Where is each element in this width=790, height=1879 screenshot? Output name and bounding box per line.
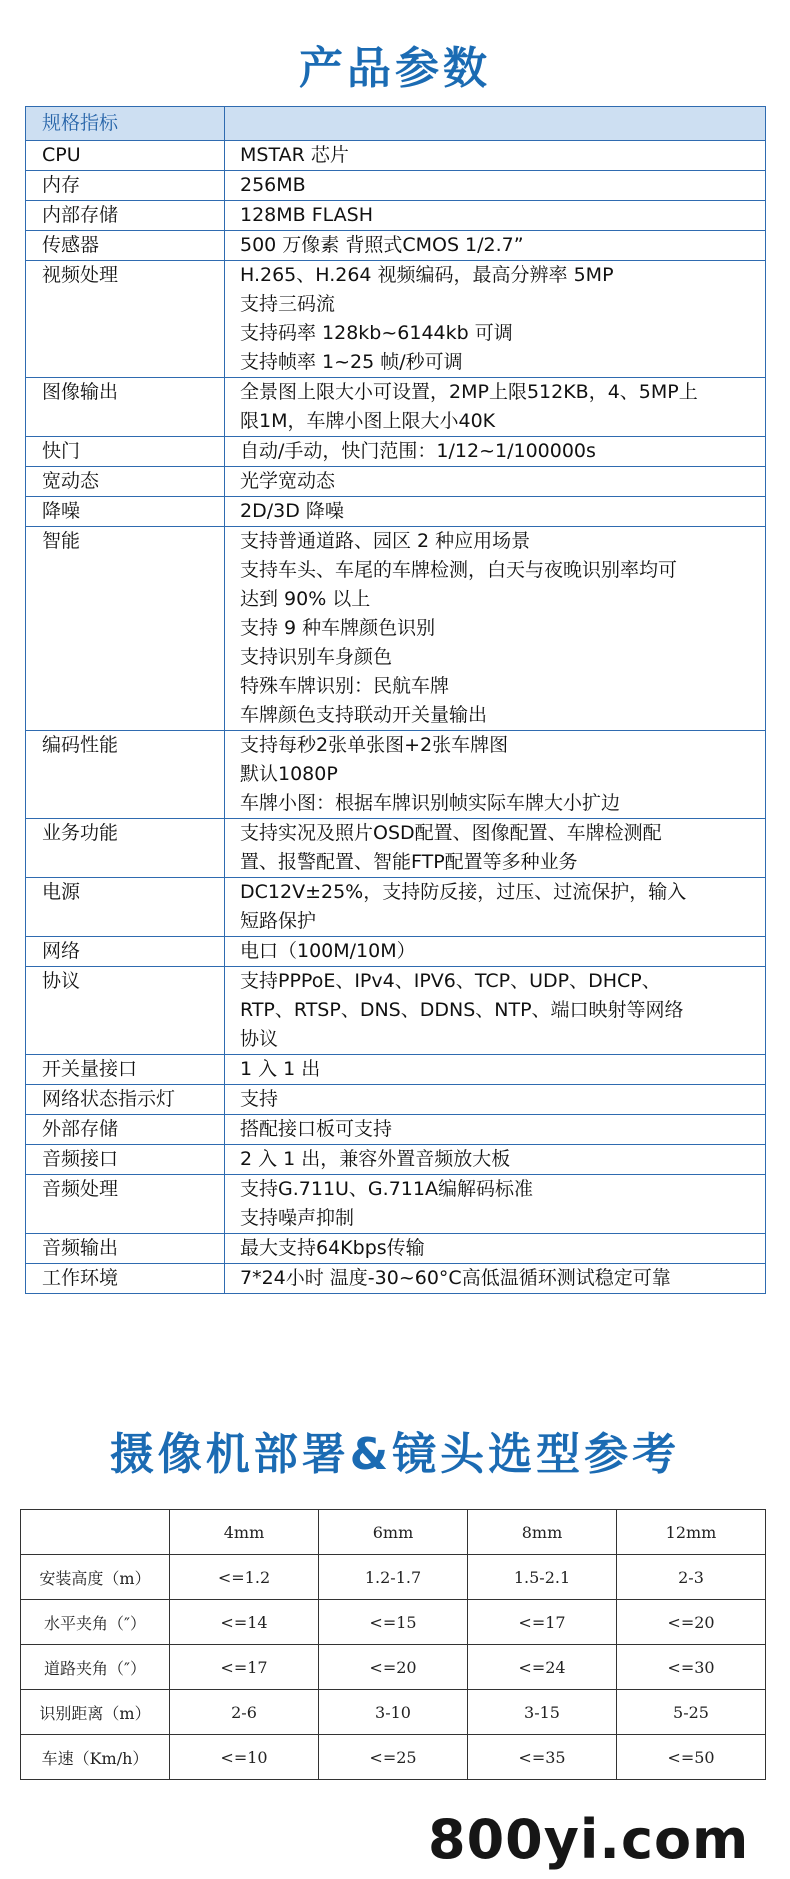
spec-value (225, 527, 766, 731)
spec-value-line: 支持PPPoE、IPv4、IPV6、TCP、UDP、DHCP、 (240, 970, 661, 992)
spec-row (26, 1055, 766, 1085)
spec-value-line: 支持每秒2张单张图+2张车牌图 (240, 734, 509, 756)
page-title: 产品参数 (299, 43, 491, 94)
lens-row-label: 识别距离（m） (21, 1690, 170, 1735)
spec-value-line: 最大支持64Kbps传输 (240, 1237, 425, 1259)
spec-value-line: 500 万像素 背照式CMOS 1/2.7” (240, 234, 524, 256)
spec-value (225, 819, 766, 878)
spec-row (26, 819, 766, 878)
spec-value-line: 256MB (240, 174, 306, 196)
spec-row (26, 878, 766, 937)
spec-value-line: 支持识别车身颜色 (240, 646, 393, 668)
spec-row (26, 171, 766, 201)
spec-value-line: 支持码率 128kb~6144kb 可调 (240, 322, 513, 344)
lens-cell: <=35 (468, 1735, 617, 1780)
lens-cell: <=50 (617, 1735, 766, 1780)
spec-value-line: 特殊车牌识别：民航车牌 (240, 675, 450, 697)
spec-row (26, 1234, 766, 1264)
spec-row (26, 1264, 766, 1294)
lens-row-label: 车速（Km/h） (21, 1735, 170, 1780)
spec-row (26, 1175, 766, 1234)
lens-row (21, 1555, 766, 1600)
spec-row (26, 141, 766, 171)
lens-cell: 3-15 (468, 1690, 617, 1735)
spec-label: 内部存储 (26, 201, 225, 231)
spec-label: 网络状态指示灯 (26, 1085, 225, 1115)
lens-cell: <=17 (468, 1600, 617, 1645)
lens-cell: <=30 (617, 1645, 766, 1690)
spec-label: 内存 (26, 171, 225, 201)
lens-cell: <=14 (170, 1600, 319, 1645)
spec-value-line: 支持帧率 1~25 帧/秒可调 (240, 351, 463, 373)
spec-value-line: 限1M，车牌小图上限大小40K (240, 410, 496, 432)
lens-cell: 2-6 (170, 1690, 319, 1735)
spec-row (26, 967, 766, 1055)
lens-cell: 3-10 (319, 1690, 468, 1735)
spec-value-line: 车牌颜色支持联动开关量输出 (240, 704, 488, 726)
spec-value (225, 467, 766, 497)
spec-row (26, 261, 766, 378)
spec-row (26, 201, 766, 231)
lens-cell: 1.2-1.7 (319, 1555, 468, 1600)
spec-row (26, 937, 766, 967)
spec-label: 音频输出 (26, 1234, 225, 1264)
spec-label: CPU (26, 141, 225, 171)
spec-label: 网络 (26, 937, 225, 967)
spec-value (225, 141, 766, 171)
spec-value-line: 车牌小图：根据车牌识别帧实际车牌大小扩边 (240, 792, 621, 814)
spec-value-line: RTP、RTSP、DNS、DDNS、NTP、端口映射等网络 (240, 999, 684, 1021)
lens-cell: <=24 (468, 1645, 617, 1690)
spec-label: 工作环境 (26, 1264, 225, 1294)
lens-header-cell: 8mm (468, 1510, 617, 1555)
spec-value-line: 置、报警配置、智能FTP配置等多种业务 (240, 851, 578, 873)
spec-value-line: 达到 90% 以上 (240, 588, 371, 610)
spec-value (225, 1085, 766, 1115)
spec-value (225, 261, 766, 378)
spec-value-line: 自动/手动，快门范围：1/12~1/100000s (240, 440, 596, 462)
lens-header-cell (21, 1510, 170, 1555)
spec-label: 视频处理 (26, 261, 225, 378)
spec-value-line: 全景图上限大小可设置，2MP上限512KB，4、5MP上 (240, 381, 698, 403)
spec-value (225, 201, 766, 231)
spec-value-line: 2D/3D 降噪 (240, 500, 344, 522)
lens-header-cell: 6mm (319, 1510, 468, 1555)
spec-value (225, 497, 766, 527)
spec-label: 编码性能 (26, 731, 225, 819)
spec-label: 业务功能 (26, 819, 225, 878)
spec-value-line: 128MB FLASH (240, 204, 374, 226)
lens-row-label: 水平夹角（″） (21, 1600, 170, 1645)
spec-label: 音频处理 (26, 1175, 225, 1234)
spec-label: 传感器 (26, 231, 225, 261)
spec-label: 音频接口 (26, 1145, 225, 1175)
spec-value-line: DC12V±25%，支持防反接，过压、过流保护，输入 (240, 881, 687, 903)
spec-value-line: 2 入 1 出，兼容外置音频放大板 (240, 1148, 511, 1170)
spec-label: 开关量接口 (26, 1055, 225, 1085)
spec-value (225, 1145, 766, 1175)
spec-value-line: 默认1080P (240, 763, 338, 785)
spec-value (225, 231, 766, 261)
spec-value-line: 支持 (240, 1088, 279, 1110)
spec-row (26, 231, 766, 261)
lens-cell: <=17 (170, 1645, 319, 1690)
spec-label: 智能 (26, 527, 225, 731)
spec-value-line: 搭配接口板可支持 (240, 1118, 393, 1140)
spec-table (25, 106, 766, 1294)
lens-header-row (21, 1510, 766, 1555)
lens-cell: <=20 (319, 1645, 468, 1690)
lens-row (21, 1690, 766, 1735)
spec-value-line: 支持噪声抑制 (240, 1207, 355, 1229)
watermark: 800yi.com (428, 1808, 750, 1871)
spec-value-line: 支持普通道路、园区 2 种应用场景 (240, 530, 531, 552)
spec-value-line: 支持 9 种车牌颜色识别 (240, 617, 436, 639)
spec-row (26, 731, 766, 819)
lens-cell: <=25 (319, 1735, 468, 1780)
lens-row-label: 道路夹角（″） (21, 1645, 170, 1690)
lens-cell: 1.5-2.1 (468, 1555, 617, 1600)
spec-label: 快门 (26, 437, 225, 467)
spec-header-value (225, 107, 766, 141)
lens-cell: <=15 (319, 1600, 468, 1645)
spec-header-label: 规格指标 (26, 107, 225, 141)
lens-row (21, 1600, 766, 1645)
spec-value-line: 支持G.711U、G.711A编解码标准 (240, 1178, 533, 1200)
spec-value (225, 878, 766, 937)
spec-row (26, 1115, 766, 1145)
lens-section-title: 摄像机部署&镜头选型参考 (109, 1429, 681, 1480)
spec-value (225, 1264, 766, 1294)
spec-value-line: 支持实况及照片OSD配置、图像配置、车牌检测配 (240, 822, 662, 844)
spec-value (225, 937, 766, 967)
spec-row (26, 1145, 766, 1175)
spec-value (225, 378, 766, 437)
spec-value-line: 协议 (240, 1028, 279, 1050)
spec-value-line: 7*24小时 温度-30~60°C高低温循环测试稳定可靠 (240, 1267, 671, 1289)
spec-value-line: 支持车头、车尾的车牌检测，白天与夜晚识别率均可 (240, 559, 678, 581)
lens-cell: <=20 (617, 1600, 766, 1645)
lens-row (21, 1645, 766, 1690)
spec-label: 宽动态 (26, 467, 225, 497)
spec-value (225, 1234, 766, 1264)
lens-header-cell: 4mm (170, 1510, 319, 1555)
spec-value-line: 光学宽动态 (240, 470, 336, 492)
spec-value (225, 1055, 766, 1085)
spec-row (26, 378, 766, 437)
spec-label: 图像输出 (26, 378, 225, 437)
spec-row (26, 527, 766, 731)
spec-value (225, 1115, 766, 1145)
lens-row (21, 1735, 766, 1780)
lens-header-cell: 12mm (617, 1510, 766, 1555)
spec-label: 协议 (26, 967, 225, 1055)
lens-cell: 2-3 (617, 1555, 766, 1600)
spec-value-line: H.265、H.264 视频编码，最高分辨率 5MP (240, 264, 614, 286)
spec-row (26, 1085, 766, 1115)
lens-cell: <=10 (170, 1735, 319, 1780)
spec-value-line: 1 入 1 出 (240, 1058, 321, 1080)
spec-value (225, 731, 766, 819)
spec-label: 外部存储 (26, 1115, 225, 1145)
spec-row (26, 437, 766, 467)
lens-cell: 5-25 (617, 1690, 766, 1735)
spec-row (26, 497, 766, 527)
spec-value (225, 967, 766, 1055)
spec-value-line: MSTAR 芯片 (240, 144, 349, 166)
lens-row-label: 安装高度（m） (21, 1555, 170, 1600)
lens-cell: <=1.2 (170, 1555, 319, 1600)
spec-label: 降噪 (26, 497, 225, 527)
spec-row (26, 467, 766, 497)
spec-label: 电源 (26, 878, 225, 937)
spec-value (225, 437, 766, 467)
spec-value (225, 1175, 766, 1234)
lens-table (20, 1509, 766, 1780)
spec-value-line: 电口（100M/10M） (240, 940, 416, 962)
spec-value (225, 171, 766, 201)
spec-header-row (26, 107, 766, 141)
spec-value-line: 支持三码流 (240, 293, 336, 315)
spec-value-line: 短路保护 (240, 910, 317, 932)
